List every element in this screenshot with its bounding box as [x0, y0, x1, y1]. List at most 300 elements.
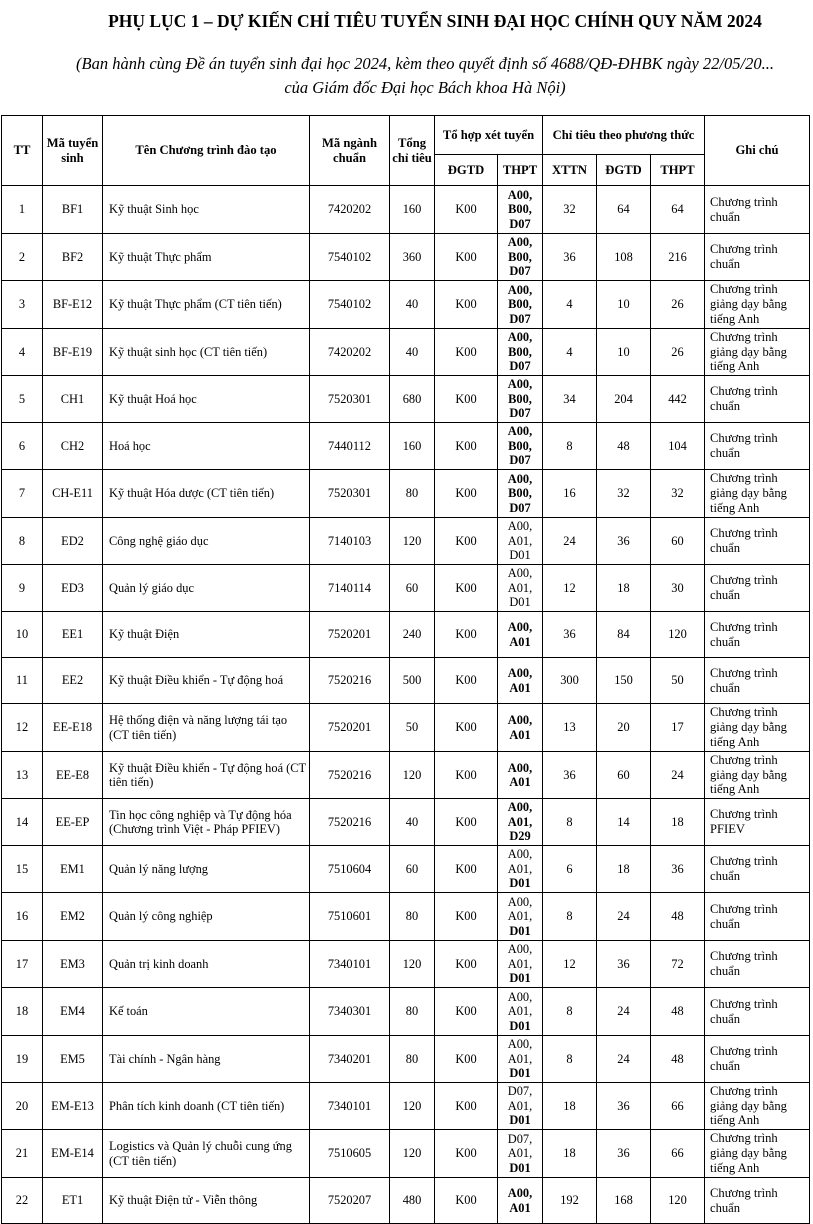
cell-ten-chuong-trinh: Kỹ thuật Sinh học: [103, 186, 310, 234]
cell-pt-dgtd: 18: [597, 846, 651, 893]
cell-ma-nganh: 7420202: [310, 186, 390, 234]
cell-ten-chuong-trinh: Quản lý năng lượng: [103, 846, 310, 893]
cell-tt: 8: [2, 518, 43, 565]
table-row: [2, 565, 810, 612]
cell-pt-xttn: 36: [543, 234, 597, 281]
subject-combo: A00,: [507, 847, 533, 862]
header-to-hop-thpt: THPT: [498, 155, 543, 186]
cell-ghi-chu: Chương trình chuẩn: [705, 658, 810, 704]
cell-tong-chi-tieu: 40: [390, 329, 435, 376]
cell-ma-tuyen-sinh: CH-E11: [43, 470, 103, 518]
cell-ma-nganh: 7420202: [310, 329, 390, 376]
cell-tt: 19: [2, 1036, 43, 1083]
cell-ghi-chu: Chương trình chuẩn: [705, 988, 810, 1036]
cell-tong-chi-tieu: 60: [390, 565, 435, 612]
cell-ten-chuong-trinh: Quản lý giáo dục: [103, 565, 310, 612]
cell-ten-chuong-trinh: Quản trị kinh doanh: [103, 941, 310, 988]
cell-pt-thpt: 48: [651, 893, 705, 941]
cell-pt-dgtd: 24: [597, 893, 651, 941]
cell-pt-xttn: 32: [543, 186, 597, 234]
cell-to-hop-thpt: [498, 281, 543, 329]
cell-pt-dgtd: 24: [597, 1036, 651, 1083]
cell-to-hop-thpt: [498, 1083, 543, 1130]
subject-combo: D07: [509, 311, 531, 326]
cell-to-hop-thpt: [498, 893, 543, 941]
cell-tong-chi-tieu: 120: [390, 752, 435, 799]
cell-pt-xttn: 24: [543, 518, 597, 565]
table-row: [2, 893, 810, 941]
cell-to-hop-thpt: [498, 518, 543, 565]
table-row: [2, 281, 810, 329]
cell-ten-chuong-trinh: Quản lý công nghiệp: [103, 893, 310, 941]
cell-ghi-chu: Chương trình chuẩn: [705, 518, 810, 565]
cell-tt: 14: [2, 799, 43, 846]
cell-pt-thpt: 48: [651, 988, 705, 1036]
cell-to-hop-dgtd: K00: [435, 658, 498, 704]
cell-ma-nganh: 7520216: [310, 799, 390, 846]
cell-pt-thpt: 48: [651, 1036, 705, 1083]
cell-pt-thpt: 216: [651, 234, 705, 281]
cell-pt-dgtd: 10: [597, 329, 651, 376]
cell-to-hop-dgtd: K00: [435, 518, 498, 565]
header-ma-tuyen-sinh: Mã tuyển sinh: [43, 116, 103, 186]
cell-to-hop-thpt: [498, 988, 543, 1036]
subject-combo: A01,: [507, 533, 533, 548]
cell-pt-xttn: 36: [543, 612, 597, 658]
cell-pt-dgtd: 204: [597, 376, 651, 423]
subject-combo: A00,: [507, 187, 533, 202]
cell-ma-nganh: 7540102: [310, 281, 390, 329]
subject-combo: A01: [509, 727, 531, 742]
subject-combo: D01: [509, 1066, 531, 1081]
cell-pt-dgtd: 32: [597, 470, 651, 518]
cell-pt-dgtd: 36: [597, 941, 651, 988]
cell-pt-xttn: 18: [543, 1130, 597, 1178]
subject-combo: D01: [509, 1018, 531, 1033]
subject-combo: D01: [509, 1160, 531, 1175]
cell-pt-thpt: 72: [651, 941, 705, 988]
cell-to-hop-thpt: [498, 799, 543, 846]
cell-ma-nganh: 7340101: [310, 1083, 390, 1130]
cell-pt-thpt: 66: [651, 1130, 705, 1178]
cell-tong-chi-tieu: 60: [390, 846, 435, 893]
cell-pt-dgtd: 20: [597, 704, 651, 752]
subject-combo: B00,: [508, 438, 532, 453]
cell-ghi-chu: Chương trình giảng dạy bằng tiếng Anh: [705, 329, 810, 376]
cell-ma-tuyen-sinh: ET1: [43, 1178, 103, 1224]
header-pt-xttn: XTTN: [543, 155, 597, 186]
cell-pt-thpt: 17: [651, 704, 705, 752]
cell-pt-xttn: 16: [543, 470, 597, 518]
subject-combo: A00,: [507, 989, 533, 1004]
subject-combo: A01,: [507, 861, 533, 876]
cell-pt-xttn: 13: [543, 704, 597, 752]
subject-combo: A00,: [507, 894, 533, 909]
cell-ma-nganh: 7520301: [310, 376, 390, 423]
cell-ten-chuong-trinh: Kỹ thuật Điện: [103, 612, 310, 658]
cell-tt: 18: [2, 988, 43, 1036]
cell-tong-chi-tieu: 500: [390, 658, 435, 704]
cell-ghi-chu: Chương trình chuẩn: [705, 376, 810, 423]
cell-tong-chi-tieu: 40: [390, 281, 435, 329]
cell-ma-tuyen-sinh: EM5: [43, 1036, 103, 1083]
cell-pt-dgtd: 24: [597, 988, 651, 1036]
cell-ten-chuong-trinh: Kế toán: [103, 988, 310, 1036]
cell-to-hop-thpt: [498, 704, 543, 752]
cell-to-hop-dgtd: K00: [435, 752, 498, 799]
cell-ten-chuong-trinh: Tài chính - Ngân hàng: [103, 1036, 310, 1083]
cell-pt-thpt: 104: [651, 423, 705, 470]
cell-to-hop-dgtd: K00: [435, 186, 498, 234]
table-row: [2, 658, 810, 704]
cell-pt-thpt: 120: [651, 612, 705, 658]
cell-ghi-chu: Chương trình giảng dạy bằng tiếng Anh: [705, 704, 810, 752]
table-row: [2, 1036, 810, 1083]
cell-tt: 22: [2, 1178, 43, 1224]
cell-pt-dgtd: 36: [597, 1083, 651, 1130]
table-row: [2, 704, 810, 752]
cell-to-hop-dgtd: K00: [435, 376, 498, 423]
table-row: [2, 1130, 810, 1178]
cell-ten-chuong-trinh: Công nghệ giáo dục: [103, 518, 310, 565]
cell-pt-xttn: 12: [543, 941, 597, 988]
cell-pt-dgtd: 168: [597, 1178, 651, 1224]
cell-ma-tuyen-sinh: EE-E18: [43, 704, 103, 752]
cell-ma-nganh: 7140114: [310, 565, 390, 612]
cell-ma-tuyen-sinh: EE-E8: [43, 752, 103, 799]
subtitle-line-1: (Ban hành cùng Đề án tuyển sinh đại học 2024, kèm theo quyết định số 4688/QĐ-ĐHBK ngày 22/05/20...: [76, 54, 774, 73]
cell-tong-chi-tieu: 160: [390, 423, 435, 470]
cell-pt-thpt: 24: [651, 752, 705, 799]
cell-pt-dgtd: 36: [597, 1130, 651, 1178]
subject-combo: D01: [509, 595, 531, 610]
cell-ten-chuong-trinh: Kỹ thuật Điều khiển - Tự động hoá (CT tiên tiến): [103, 752, 310, 799]
subject-combo: A01,: [507, 1146, 533, 1161]
subject-combo: A00,: [507, 566, 533, 581]
subject-combo: D07,: [507, 1084, 533, 1099]
subject-combo: A00,: [507, 620, 533, 634]
cell-ma-tuyen-sinh: BF-E19: [43, 329, 103, 376]
cell-ten-chuong-trinh: Hoá học: [103, 423, 310, 470]
cell-pt-thpt: 30: [651, 565, 705, 612]
cell-to-hop-thpt: [498, 234, 543, 281]
document-title: PHỤ LỤC 1 – DỰ KIẾN CHỈ TIÊU TUYỂN SINH ĐẠI HỌC CHÍNH QUY NĂM 2024: [108, 11, 762, 31]
cell-ten-chuong-trinh: Kỹ thuật Điện tử - Viễn thông: [103, 1178, 310, 1224]
cell-to-hop-dgtd: K00: [435, 470, 498, 518]
cell-to-hop-dgtd: K00: [435, 565, 498, 612]
cell-ten-chuong-trinh: Logistics và Quản lý chuỗi cung ứng (CT tiên tiến): [103, 1130, 310, 1178]
table-row: [2, 423, 810, 470]
cell-tt: 12: [2, 704, 43, 752]
cell-to-hop-thpt: [498, 329, 543, 376]
subject-combo: A01,: [507, 814, 533, 829]
cell-ma-tuyen-sinh: EM3: [43, 941, 103, 988]
subject-combo: A00,: [507, 471, 533, 486]
cell-to-hop-dgtd: K00: [435, 1036, 498, 1083]
cell-ten-chuong-trinh: Kỹ thuật Hoá học: [103, 376, 310, 423]
cell-ma-nganh: 7520201: [310, 704, 390, 752]
cell-pt-dgtd: 36: [597, 518, 651, 565]
header-tong-chi-tieu: Tổng chỉ tiêu: [390, 116, 435, 186]
cell-to-hop-dgtd: K00: [435, 704, 498, 752]
cell-ma-tuyen-sinh: EM2: [43, 893, 103, 941]
cell-ma-tuyen-sinh: EE-EP: [43, 799, 103, 846]
cell-tong-chi-tieu: 80: [390, 1036, 435, 1083]
subject-combo: B00,: [508, 391, 532, 406]
cell-tong-chi-tieu: 40: [390, 799, 435, 846]
table-row: [2, 612, 810, 658]
cell-ma-nganh: 7540102: [310, 234, 390, 281]
cell-tong-chi-tieu: 160: [390, 186, 435, 234]
cell-ghi-chu: Chương trình chuẩn: [705, 1036, 810, 1083]
subject-combo: D01: [509, 548, 531, 563]
cell-ma-nganh: 7510604: [310, 846, 390, 893]
cell-tt: 11: [2, 658, 43, 704]
cell-tt: 7: [2, 470, 43, 518]
cell-pt-thpt: 60: [651, 518, 705, 565]
cell-pt-xttn: 8: [543, 799, 597, 846]
cell-pt-dgtd: 84: [597, 612, 651, 658]
cell-tt: 10: [2, 612, 43, 658]
cell-pt-xttn: 12: [543, 565, 597, 612]
header-chi-tieu-phuong-thuc: Chỉ tiêu theo phương thức: [543, 116, 705, 155]
header-pt-thpt: THPT: [651, 155, 705, 186]
cell-ghi-chu: Chương trình giảng dạy bằng tiếng Anh: [705, 752, 810, 799]
table-row: [2, 518, 810, 565]
cell-to-hop-thpt: [498, 612, 543, 658]
cell-pt-thpt: 66: [651, 1083, 705, 1130]
table-row: [2, 799, 810, 846]
cell-ten-chuong-trinh: Tin học công nghiệp và Tự động hóa (Chương trình Việt - Pháp PFIEV): [103, 799, 310, 846]
subject-combo: A01: [509, 634, 531, 649]
cell-to-hop-dgtd: K00: [435, 1083, 498, 1130]
subject-combo: A01: [509, 775, 531, 789]
cell-ma-nganh: 7340101: [310, 941, 390, 988]
subject-combo: A00,: [507, 424, 533, 439]
cell-tong-chi-tieu: 80: [390, 470, 435, 518]
cell-tong-chi-tieu: 50: [390, 704, 435, 752]
header-tt: TT: [2, 116, 43, 186]
cell-pt-thpt: 18: [651, 799, 705, 846]
cell-to-hop-thpt: [498, 658, 543, 704]
cell-ma-nganh: 7510601: [310, 893, 390, 941]
cell-ghi-chu: Chương trình chuẩn: [705, 941, 810, 988]
cell-ma-nganh: 7510605: [310, 1130, 390, 1178]
cell-ma-tuyen-sinh: EE2: [43, 658, 103, 704]
cell-pt-thpt: 120: [651, 1178, 705, 1224]
cell-tt: 13: [2, 752, 43, 799]
cell-ten-chuong-trinh: Kỹ thuật Thực phẩm (CT tiên tiến): [103, 281, 310, 329]
cell-tong-chi-tieu: 480: [390, 1178, 435, 1224]
subject-combo: A01,: [507, 1004, 533, 1019]
cell-ma-nganh: 7520301: [310, 470, 390, 518]
cell-tong-chi-tieu: 120: [390, 518, 435, 565]
cell-ma-tuyen-sinh: EM1: [43, 846, 103, 893]
cell-ma-tuyen-sinh: BF1: [43, 186, 103, 234]
header-to-hop-dgtd: ĐGTD: [435, 155, 498, 186]
cell-pt-xttn: 300: [543, 658, 597, 704]
cell-tt: 5: [2, 376, 43, 423]
subject-combo: B00,: [508, 486, 532, 501]
table-row: [2, 988, 810, 1036]
cell-to-hop-thpt: [498, 376, 543, 423]
subject-combo: B00,: [508, 344, 532, 359]
subject-combo: D29: [509, 829, 531, 844]
cell-ma-tuyen-sinh: EM-E14: [43, 1130, 103, 1178]
cell-tt: 21: [2, 1130, 43, 1178]
cell-pt-xttn: 34: [543, 376, 597, 423]
subject-combo: A01,: [507, 1051, 533, 1066]
cell-ma-nganh: 7520216: [310, 752, 390, 799]
cell-ten-chuong-trinh: Hệ thống điện và năng lượng tái tạo (CT tiên tiến): [103, 704, 310, 752]
cell-to-hop-thpt: [498, 565, 543, 612]
cell-ma-tuyen-sinh: BF-E12: [43, 281, 103, 329]
subject-combo: A01,: [507, 909, 533, 924]
subject-combo: A01,: [507, 580, 533, 595]
subject-combo: D07: [509, 453, 531, 468]
cell-pt-xttn: 18: [543, 1083, 597, 1130]
cell-pt-xttn: 8: [543, 988, 597, 1036]
subject-combo: D07: [509, 264, 531, 279]
subject-combo: B00,: [508, 202, 532, 217]
cell-tong-chi-tieu: 360: [390, 234, 435, 281]
cell-tt: 4: [2, 329, 43, 376]
table-row: [2, 1083, 810, 1130]
cell-tong-chi-tieu: 120: [390, 1130, 435, 1178]
cell-pt-dgtd: 48: [597, 423, 651, 470]
cell-ten-chuong-trinh: Kỹ thuật sinh học (CT tiên tiến): [103, 329, 310, 376]
cell-ma-nganh: 7140103: [310, 518, 390, 565]
table-row: [2, 329, 810, 376]
subject-combo: D01: [509, 876, 531, 891]
cell-pt-xttn: 192: [543, 1178, 597, 1224]
cell-pt-thpt: 442: [651, 376, 705, 423]
subject-combo: D07: [509, 216, 531, 231]
cell-ghi-chu: Chương trình chuẩn: [705, 565, 810, 612]
table-row: [2, 470, 810, 518]
cell-ma-tuyen-sinh: EM-E13: [43, 1083, 103, 1130]
subject-combo: A00,: [507, 800, 533, 815]
cell-pt-dgtd: 14: [597, 799, 651, 846]
subject-combo: B00,: [508, 297, 532, 312]
cell-ten-chuong-trinh: Kỹ thuật Hóa dược (CT tiên tiến): [103, 470, 310, 518]
table-row: [2, 186, 810, 234]
cell-tt: 15: [2, 846, 43, 893]
cell-pt-dgtd: 60: [597, 752, 651, 799]
subject-combo: A00,: [507, 235, 533, 250]
subject-combo: D07: [509, 359, 531, 374]
subject-combo: A01: [509, 1200, 531, 1215]
subject-combo: A00,: [507, 1186, 533, 1200]
cell-ghi-chu: Chương trình chuẩn: [705, 186, 810, 234]
subject-combo: A01,: [507, 956, 533, 971]
header-pt-dgtd: ĐGTD: [597, 155, 651, 186]
cell-ma-tuyen-sinh: CH2: [43, 423, 103, 470]
subject-combo: D07: [509, 406, 531, 421]
table-row: [2, 376, 810, 423]
cell-to-hop-dgtd: K00: [435, 423, 498, 470]
cell-to-hop-dgtd: K00: [435, 893, 498, 941]
cell-ten-chuong-trinh: Phân tích kinh doanh (CT tiên tiến): [103, 1083, 310, 1130]
cell-to-hop-dgtd: K00: [435, 988, 498, 1036]
cell-pt-dgtd: 18: [597, 565, 651, 612]
cell-tt: 9: [2, 565, 43, 612]
cell-pt-dgtd: 108: [597, 234, 651, 281]
subject-combo: A00,: [507, 1037, 533, 1052]
cell-ghi-chu: Chương trình giảng dạy bằng tiếng Anh: [705, 1130, 810, 1178]
cell-pt-xttn: 8: [543, 423, 597, 470]
subject-combo: A00,: [507, 713, 533, 727]
header-to-hop: Tổ hợp xét tuyển: [435, 116, 543, 155]
cell-to-hop-thpt: [498, 752, 543, 799]
cell-ma-tuyen-sinh: ED2: [43, 518, 103, 565]
cell-ghi-chu: Chương trình PFIEV: [705, 799, 810, 846]
cell-to-hop-dgtd: K00: [435, 612, 498, 658]
cell-to-hop-dgtd: K00: [435, 329, 498, 376]
cell-tt: 20: [2, 1083, 43, 1130]
cell-to-hop-thpt: [498, 1130, 543, 1178]
cell-to-hop-thpt: [498, 1036, 543, 1083]
cell-ghi-chu: Chương trình giảng dạy bằng tiếng Anh: [705, 281, 810, 329]
cell-tong-chi-tieu: 680: [390, 376, 435, 423]
cell-ma-nganh: 7520201: [310, 612, 390, 658]
subject-combo: A00,: [507, 666, 533, 680]
cell-tt: 2: [2, 234, 43, 281]
cell-to-hop-thpt: [498, 186, 543, 234]
table-row: [2, 752, 810, 799]
table-row: [2, 941, 810, 988]
cell-to-hop-dgtd: K00: [435, 281, 498, 329]
cell-pt-thpt: 26: [651, 281, 705, 329]
subject-combo: D01: [509, 1113, 531, 1128]
cell-tong-chi-tieu: 80: [390, 988, 435, 1036]
cell-ten-chuong-trinh: Kỹ thuật Thực phẩm: [103, 234, 310, 281]
cell-ghi-chu: Chương trình giảng dạy bằng tiếng Anh: [705, 470, 810, 518]
cell-ghi-chu: Chương trình chuẩn: [705, 234, 810, 281]
cell-ma-nganh: 7340201: [310, 1036, 390, 1083]
cell-to-hop-thpt: [498, 470, 543, 518]
subject-combo: D07: [509, 500, 531, 515]
subject-combo: A00,: [507, 330, 533, 345]
cell-to-hop-dgtd: K00: [435, 1178, 498, 1224]
cell-to-hop-dgtd: K00: [435, 234, 498, 281]
table-row: [2, 846, 810, 893]
cell-pt-thpt: 26: [651, 329, 705, 376]
cell-ma-tuyen-sinh: EE1: [43, 612, 103, 658]
cell-tt: 6: [2, 423, 43, 470]
cell-ma-nganh: 7520216: [310, 658, 390, 704]
cell-pt-xttn: 4: [543, 329, 597, 376]
subject-combo: A00,: [507, 282, 533, 297]
cell-to-hop-dgtd: K00: [435, 846, 498, 893]
cell-tong-chi-tieu: 120: [390, 941, 435, 988]
cell-to-hop-thpt: [498, 846, 543, 893]
cell-ma-tuyen-sinh: ED3: [43, 565, 103, 612]
cell-ghi-chu: Chương trình chuẩn: [705, 893, 810, 941]
header-ten-chuong-trinh: Tên Chương trình đào tạo: [103, 116, 310, 186]
cell-pt-xttn: 8: [543, 893, 597, 941]
cell-to-hop-dgtd: K00: [435, 799, 498, 846]
document-subtitle: [0, 52, 813, 100]
cell-pt-xttn: 36: [543, 752, 597, 799]
cell-pt-thpt: 64: [651, 186, 705, 234]
cell-ma-nganh: 7340301: [310, 988, 390, 1036]
subtitle-line-2: của Giám đốc Đại học Bách khoa Hà Nội): [284, 78, 566, 97]
cell-pt-xttn: 4: [543, 281, 597, 329]
cell-ma-nganh: 7520207: [310, 1178, 390, 1224]
cell-tt: 1: [2, 186, 43, 234]
cell-ghi-chu: Chương trình chuẩn: [705, 612, 810, 658]
